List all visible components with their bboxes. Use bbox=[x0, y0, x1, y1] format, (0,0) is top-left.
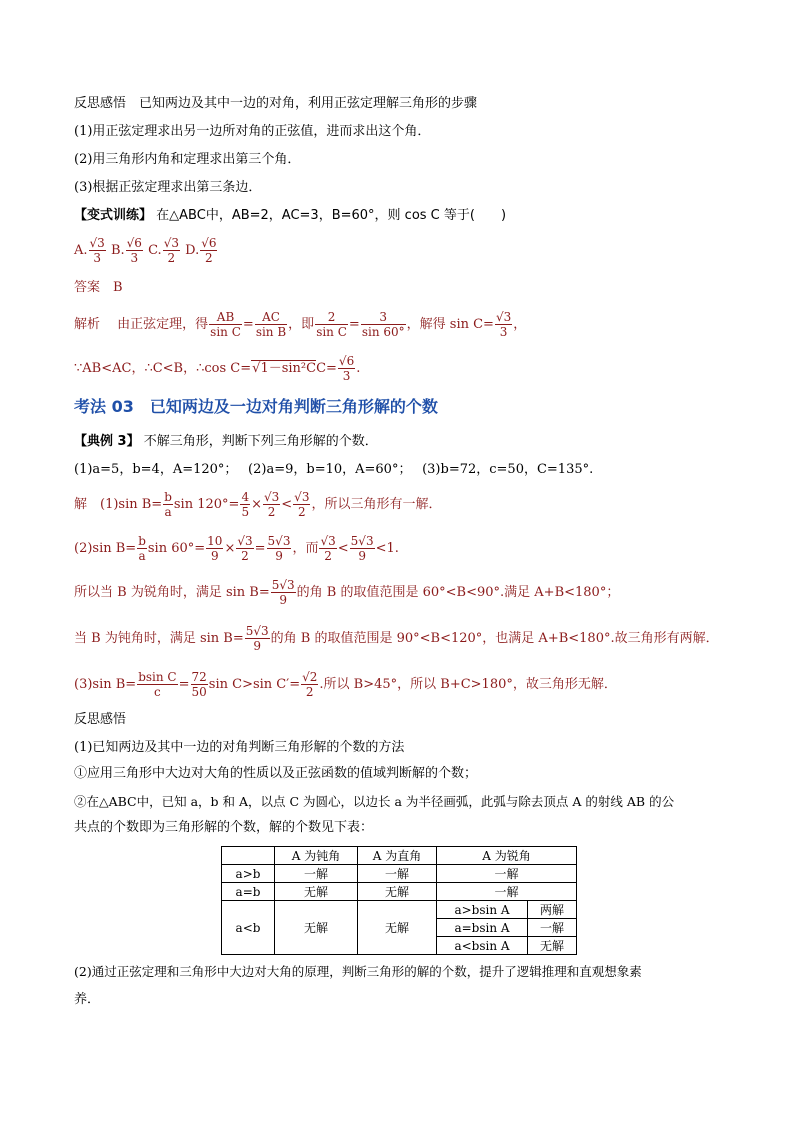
step-1: (1)用正弦定理求出另一边所对角的正弦值，进而求出这个角． bbox=[74, 124, 431, 139]
fraction: $\frac{3}{\sin 60^\circ}$ bbox=[361, 310, 405, 339]
table-cell: 一解 bbox=[358, 865, 437, 883]
step-3: (3)根据正弦定理求出第三条边． bbox=[74, 180, 262, 195]
times-sign: × bbox=[224, 541, 236, 556]
table-row bbox=[222, 883, 577, 901]
fraction: $\frac{√3}{2}$ bbox=[294, 490, 310, 519]
fraction: $\frac{√6}{3}$ bbox=[338, 354, 355, 383]
fraction: $\frac{2}{\text{sin C}}$ bbox=[316, 310, 347, 339]
table-cell: 一解 bbox=[528, 919, 577, 937]
fraction: $\frac{72}{50}$ bbox=[191, 670, 207, 699]
table-cell: 无解 bbox=[358, 901, 437, 955]
table-cell: 无解 bbox=[275, 901, 358, 955]
fraction: $\frac{AC}{\text{sin B}}$ bbox=[255, 310, 287, 339]
fraction: $\frac{5√3}{9}$ bbox=[350, 534, 374, 563]
table-cell bbox=[222, 847, 275, 865]
solution-2 bbox=[74, 530, 399, 568]
fraction: $\frac{b}{a}$ bbox=[138, 534, 146, 563]
example-parts: (1)a=5，b=4，A=120°； (2)a=9，b=10，A=60°； (3)b=72，c=50，C=135°. bbox=[74, 462, 594, 477]
table-row bbox=[222, 865, 577, 883]
fraction: $\frac{√3}{3}$ bbox=[495, 310, 512, 339]
fraction: $\frac{√3}{2}$ bbox=[163, 236, 179, 265]
fraction: $\frac{4}{5}$ bbox=[241, 490, 250, 519]
solution-text: ，而 bbox=[292, 541, 319, 556]
table-row bbox=[222, 847, 577, 865]
solution-5 bbox=[74, 666, 617, 704]
table-cell: a=b bbox=[222, 883, 275, 901]
reflection-4: 共点的个数即为三角形解的个数，解的个数见下表： bbox=[74, 820, 374, 835]
fraction: $\frac{5√3}{9}$ bbox=[271, 578, 295, 607]
option-c: C. bbox=[148, 243, 162, 258]
solution-text: (2)sin B= bbox=[74, 541, 137, 556]
example-line bbox=[74, 432, 378, 452]
reflection-6: 养． bbox=[74, 992, 101, 1007]
fraction: $\frac{10}{9}$ bbox=[207, 534, 223, 563]
fraction: $\frac{√3}{2}$ bbox=[320, 534, 336, 563]
table-header: A 为钝角 bbox=[275, 847, 358, 865]
fraction: $\frac{5√3}{9}$ bbox=[267, 534, 291, 563]
options-line bbox=[74, 232, 218, 270]
fraction: $\frac{AB}{\text{sin C}}$ bbox=[210, 310, 241, 339]
table-header: A 为锐角 bbox=[437, 847, 577, 865]
reflection-5: (2)通过正弦定理和三角形中大边对大角的原理，判断三角形的解的个数，提升了逻辑推理和直观想象素 bbox=[74, 964, 642, 979]
less-than: < bbox=[337, 541, 349, 556]
step-2: (2)用三角形内角和定理求出第三个角． bbox=[74, 152, 301, 167]
fraction: $\frac{√3}{3}$ bbox=[89, 236, 105, 265]
solution-1 bbox=[74, 486, 441, 524]
fraction: $\frac{√3}{2}$ bbox=[237, 534, 253, 563]
less-than: < bbox=[281, 497, 293, 512]
table-cell: a>b bbox=[222, 865, 275, 883]
solution-text: sin C>sin C′= bbox=[208, 677, 301, 692]
solution-text: sin 60°= bbox=[147, 541, 206, 556]
equals: = bbox=[254, 541, 266, 556]
table-cell: 一解 bbox=[275, 865, 358, 883]
reflection-1: (1)已知两边及其中一边的对角判断三角形解的个数的方法 bbox=[74, 740, 405, 755]
solution-text: sin 120°= bbox=[173, 497, 240, 512]
example-text: 不解三角形，判断下列三角形解的个数． bbox=[143, 434, 378, 449]
analysis-line: 解析 由正弦定理，得 $\frac{AB}{\text{sin C}}$ = $\frac{AC}{\text{sin B}}$ ，即 $\frac{2}{\text{sin C}}$ = $\frac{3}{\sin 60^\circ}$ ，解得 sin C= $\frac{√3}{3}$ ， bbox=[74, 310, 527, 339]
example-label: 【典例 3】 bbox=[74, 434, 140, 449]
table-cell: 一解 bbox=[437, 883, 577, 901]
equals: = bbox=[348, 317, 360, 332]
option-d: D. bbox=[185, 243, 200, 258]
table-cell: 两解 bbox=[528, 901, 577, 919]
analysis-text: ，解得 sin C= bbox=[406, 317, 494, 332]
cos-tail: C= bbox=[316, 361, 337, 376]
answer-line: 答案 B bbox=[74, 280, 123, 295]
times-sign: × bbox=[251, 497, 262, 512]
table-cell: a<b bbox=[222, 901, 275, 955]
table-row bbox=[222, 901, 577, 919]
because-text: ∵AB<AC，∴C<B，∴cos C= bbox=[74, 361, 252, 376]
option-b: B. bbox=[110, 243, 125, 258]
fraction: $\frac{√2}{2}$ bbox=[302, 670, 318, 699]
table-cell: 无解 bbox=[358, 883, 437, 901]
fraction: $\frac{√6}{2}$ bbox=[201, 236, 217, 265]
because-line: ∵AB<AC，∴C<B，∴cos C=√1－sin²CC= $\frac{√6}{3}$ . bbox=[74, 354, 361, 383]
table-cell: 无解 bbox=[275, 883, 358, 901]
solution-text: (3)sin B= bbox=[74, 677, 137, 692]
solution-text: ，所以三角形有一解． bbox=[311, 497, 442, 512]
reflection-3: ②在△ABC中，已知 a，b 和 A，以点 C 为圆心，以边长 a 为半径画弧，此弧与除去顶点 A 的射线 AB 的公 bbox=[74, 794, 675, 809]
solution-text: 当 B 为钝角时，满足 sin B= bbox=[74, 631, 244, 646]
table-header: A 为直角 bbox=[358, 847, 437, 865]
solution-text: <1. bbox=[375, 541, 399, 556]
fraction: $\frac{√6}{3}$ bbox=[126, 236, 142, 265]
table-cell: 无解 bbox=[528, 937, 577, 955]
reflection-heading: 反思感悟 bbox=[74, 712, 127, 727]
variant-label: 【变式训练】 bbox=[74, 208, 153, 223]
table-cell: a>bsin A bbox=[437, 901, 528, 919]
section-heading: 考法 03 已知两边及一边对角判断三角形解的个数 bbox=[74, 397, 438, 416]
solution-text: 所以当 B 为锐角时，满足 sin B= bbox=[74, 585, 270, 600]
fraction: $\frac{5√3}{9}$ bbox=[245, 624, 269, 653]
equals: = bbox=[178, 677, 190, 692]
variant-text: 在△ABC中，AB=2，AC=3，B=60°，则 cos C 等于( ) bbox=[156, 208, 507, 223]
solution-text: .所以 B>45°，所以 B+C>180°，故三角形无解． bbox=[319, 677, 617, 692]
variant-exercise bbox=[74, 206, 506, 226]
table-cell: 一解 bbox=[437, 865, 577, 883]
analysis-text: ，即 bbox=[288, 317, 315, 332]
sqrt-expression: √1－sin²C bbox=[252, 361, 317, 376]
fraction: $\frac{√3}{2}$ bbox=[263, 490, 280, 519]
table-cell: a<bsin A bbox=[437, 937, 528, 955]
table-cell: a=bsin A bbox=[437, 919, 528, 937]
solution-4 bbox=[74, 620, 719, 658]
solution-3 bbox=[74, 574, 619, 612]
reflection-title: 反思感悟 已知两边及其中一边的对角，利用正弦定理解三角形的步骤 bbox=[74, 96, 478, 111]
solution-count-table bbox=[221, 846, 577, 955]
analysis-text: 由正弦定理，得 bbox=[117, 317, 209, 332]
reflection-2: ①应用三角形中大边对大角的性质以及正弦函数的值域判断解的个数； bbox=[74, 766, 478, 781]
analysis-label: 解析 bbox=[74, 317, 101, 332]
equals: = bbox=[242, 317, 254, 332]
solution-text: 的角 B 的取值范围是 90°<B<120°，也满足 A+B<180°.故三角形有两解． bbox=[270, 631, 719, 646]
option-a: A. bbox=[74, 243, 88, 258]
fraction: $\frac{b}{a}$ bbox=[164, 490, 172, 519]
fraction: $\frac{\text{bsin C}}{c}$ bbox=[138, 670, 177, 699]
solution-text: 的角 B 的取值范围是 60°<B<90°.满足 A+B<180°； bbox=[296, 585, 620, 600]
solution-text: 解 (1)sin B= bbox=[74, 497, 163, 512]
